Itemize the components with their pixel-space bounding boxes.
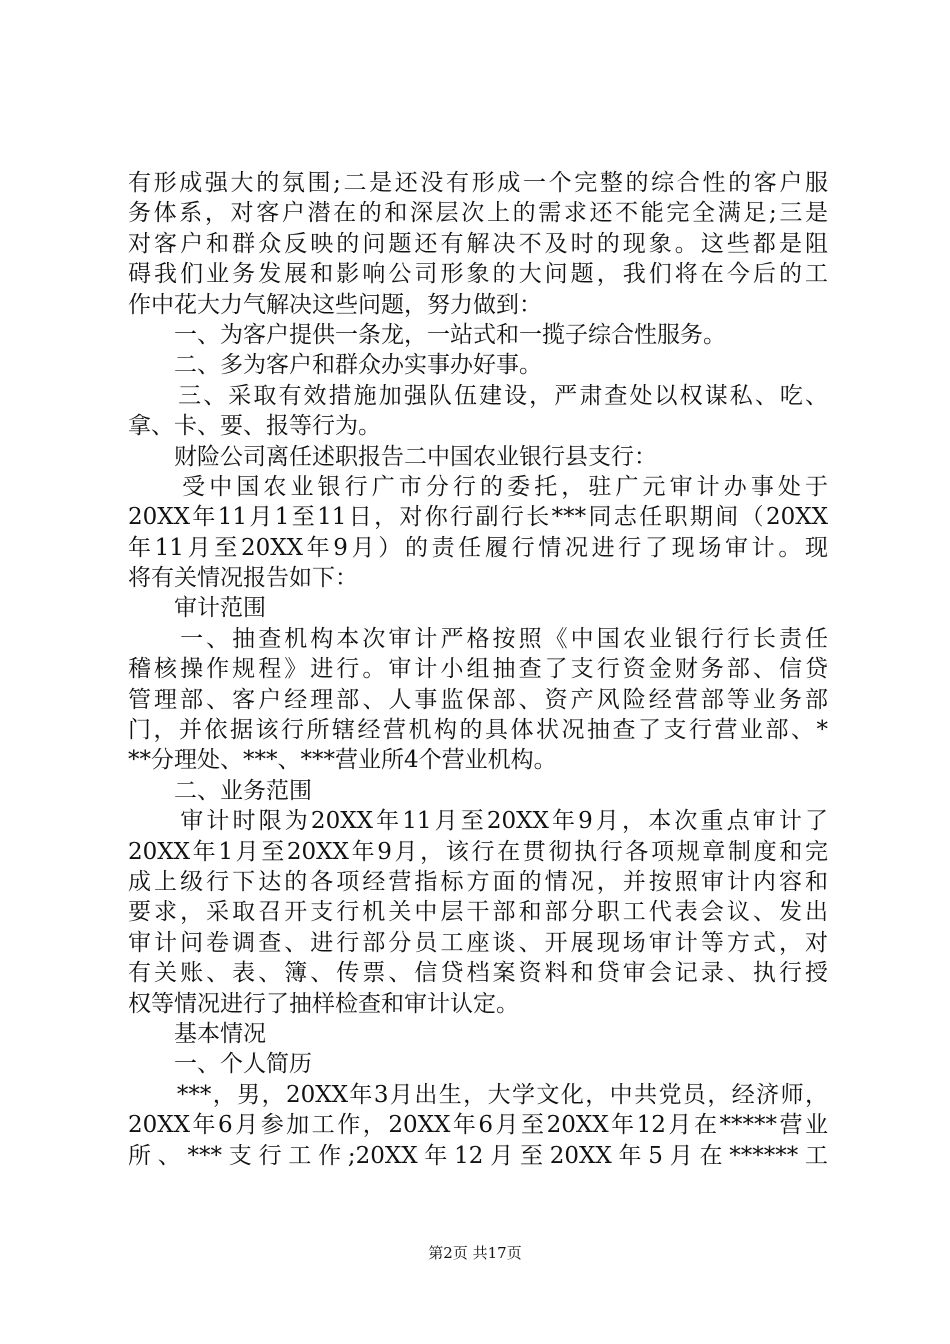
text-line: 审计问卷调查、进行部分员工座谈、开展现场审计等方式，对 xyxy=(128,929,828,956)
text-line: 要求，采取召开支行机关中层干部和部分职工代表会议、发出 xyxy=(128,899,828,926)
text-line: 二、多为客户和群众办实事办好事。 xyxy=(128,352,542,379)
text-line: 所、***支行工作;20XX年12月至20XX年5月在******工 xyxy=(128,1142,828,1169)
text-line: 审计时限为20XX年11月至20XX年9月，本次重点审计了 xyxy=(128,808,828,835)
document-body xyxy=(128,168,828,1171)
text-line: 审计范围 xyxy=(128,595,266,622)
page-footer: 第2页 共17页 xyxy=(428,1244,522,1262)
text-line: 碍我们业务发展和影响公司形象的大问题，我们将在今后的工 xyxy=(128,261,828,288)
text-line: 门，并依据该行所辖经营机构的具体状况抽查了支行营业部、* xyxy=(128,717,828,744)
text-line: 三、采取有效措施加强队伍建设，严肃查处以权谋私、吃、 xyxy=(128,382,828,409)
text-line: 一、为客户提供一条龙，一站式和一揽子综合性服务。 xyxy=(128,321,726,348)
text-line: 成上级行下达的各项经营指标方面的情况，并按照审计内容和 xyxy=(128,868,828,895)
text-line: 一、抽查机构本次审计严格按照《中国农业银行行长责任 xyxy=(128,625,828,652)
text-line: ***，男，20XX年3月出生，大学文化，中共党员，经济师， xyxy=(128,1081,828,1108)
text-line: 一、个人简历 xyxy=(128,1051,312,1078)
text-line: 管理部、客户经理部、人事监保部、资产风险经营部等业务部 xyxy=(128,686,828,713)
text-line: 20XX年1月至20XX年9月，该行在贯彻执行各项规章制度和完 xyxy=(128,838,828,865)
text-line: **分理处、***、***营业所4个营业机构。 xyxy=(128,747,557,774)
text-line: 将有关情况报告如下： xyxy=(128,565,358,592)
text-line: 年11月至20XX年9月）的责任履行情况进行了现场审计。现 xyxy=(128,534,828,561)
text-line: 有形成强大的氛围;二是还没有形成一个完整的综合性的客户服 xyxy=(128,170,828,196)
text-line: 基本情况 xyxy=(128,1020,266,1047)
text-line: 二、业务范围 xyxy=(128,777,312,804)
text-line: 受中国农业银行广市分行的委托，驻广元审计办事处于 xyxy=(128,473,828,500)
text-line: 作中花大力气解决这些问题，努力做到： xyxy=(128,291,542,318)
text-line: 有关账、表、簿、传票、信贷档案资料和贷审会记录、执行授 xyxy=(128,960,828,987)
text-line: 财险公司离任述职报告二中国农业银行县支行： xyxy=(128,443,657,470)
text-line: 20XX年6月参加工作，20XX年6月至20XX年12月在*****营业 xyxy=(128,1112,828,1139)
text-line: 稽核操作规程》进行。审计小组抽查了支行资金财务部、信贷 xyxy=(128,656,828,683)
text-line: 对客户和群众反映的问题还有解决不及时的现象。这些都是阻 xyxy=(128,230,828,257)
text-line: 拿、卡、要、报等行为。 xyxy=(128,413,381,440)
text-line: 权等情况进行了抽样检查和审计认定。 xyxy=(128,990,519,1017)
text-line: 20XX年11月1至11日，对你行副行长***同志任职期间（20XX xyxy=(128,504,828,531)
text-line: 务体系，对客户潜在的和深层次上的需求还不能完全满足;三是 xyxy=(128,200,828,227)
